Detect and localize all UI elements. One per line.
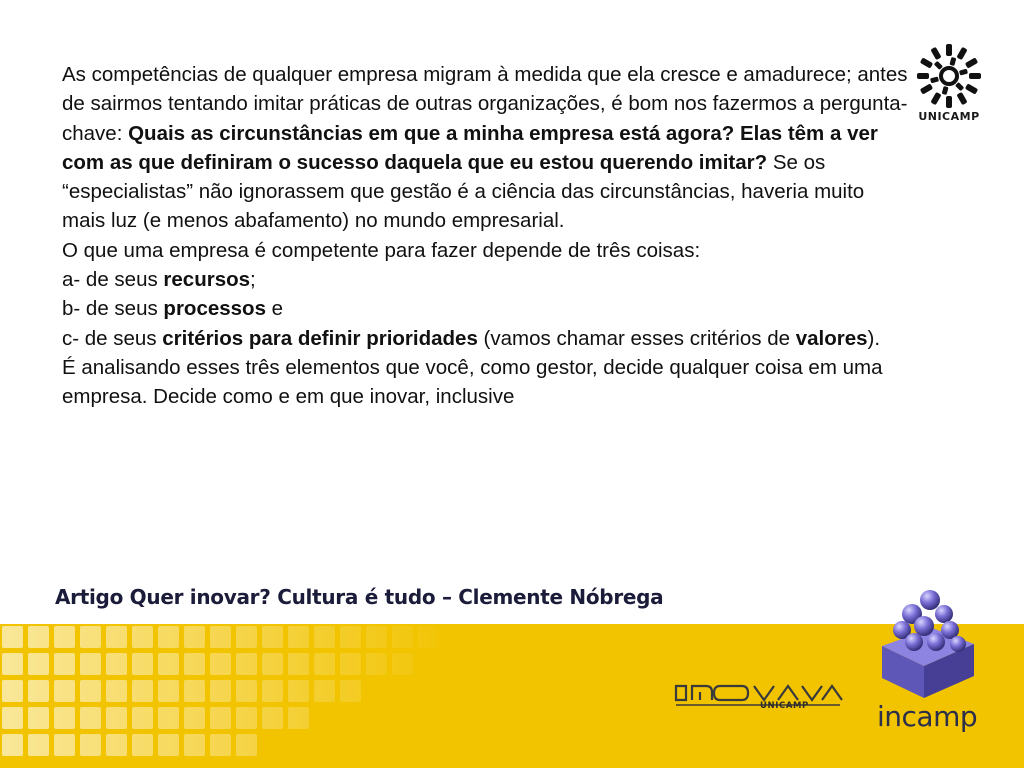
paragraph-tres-coisas: O que uma empresa é competente para fazer depende de três coisas:	[62, 238, 701, 262]
paragraph-competencias	[62, 60, 910, 236]
item-prefix: a- de seus	[62, 268, 164, 292]
unicamp-logo-text: UNICAMP	[918, 110, 980, 123]
item-prefix: b- de seus	[62, 297, 164, 321]
item-suffix: e	[265, 297, 284, 321]
incamp-wordmark: incamp	[877, 700, 978, 733]
item-keyword: recursos	[163, 268, 251, 292]
item-suffix: ;	[250, 268, 256, 292]
item-middle: (vamos chamar esses critérios de	[477, 326, 796, 350]
item-keyword: critérios para definir prioridades	[162, 326, 478, 350]
item-keyword-valores: valores	[795, 326, 868, 350]
item-prefix: c- de seus	[62, 326, 163, 350]
list-item-processos	[62, 294, 910, 323]
item-keyword: processos	[163, 297, 266, 321]
article-caption: Artigo Quer inovar? Cultura é tudo – Clemente Nóbrega	[55, 585, 664, 609]
incamp-logo	[872, 586, 982, 711]
paragraph-rest: Se os “especialistas” não ignorassem que gestão é a ciência das circunstâncias, haveria muito mais luz (e menos abafamento) no mundo empresarial.	[62, 150, 865, 233]
paragraph-conclusao: É analisando esses três elementos que você, como gestor, decide qualquer coisa em uma empresa. Decide como e em que inovar, inclusive	[62, 355, 883, 409]
article-excerpt	[62, 60, 910, 412]
list-item-recursos	[62, 265, 910, 294]
inova-sub-label: UNICAMP	[760, 701, 809, 711]
inova-logo	[672, 680, 844, 720]
decorative-grid	[0, 624, 460, 768]
footer-band	[0, 624, 1024, 768]
paragraph-intro: As competências de qualquer empresa migram à medida que ela cresce e amadurece; antes de sairmos tentando imitar práticas de outras organizações, é bom nos fazermos a pergunta-chave:	[62, 63, 908, 145]
item-suffix: ).	[867, 326, 881, 350]
key-question: Quais as circunstâncias em que a minha empresa está agora? Elas têm a ver com as que definiram o sucesso daquela que eu estou querendo imitar?	[62, 121, 878, 174]
list-item-criterios	[62, 324, 910, 353]
